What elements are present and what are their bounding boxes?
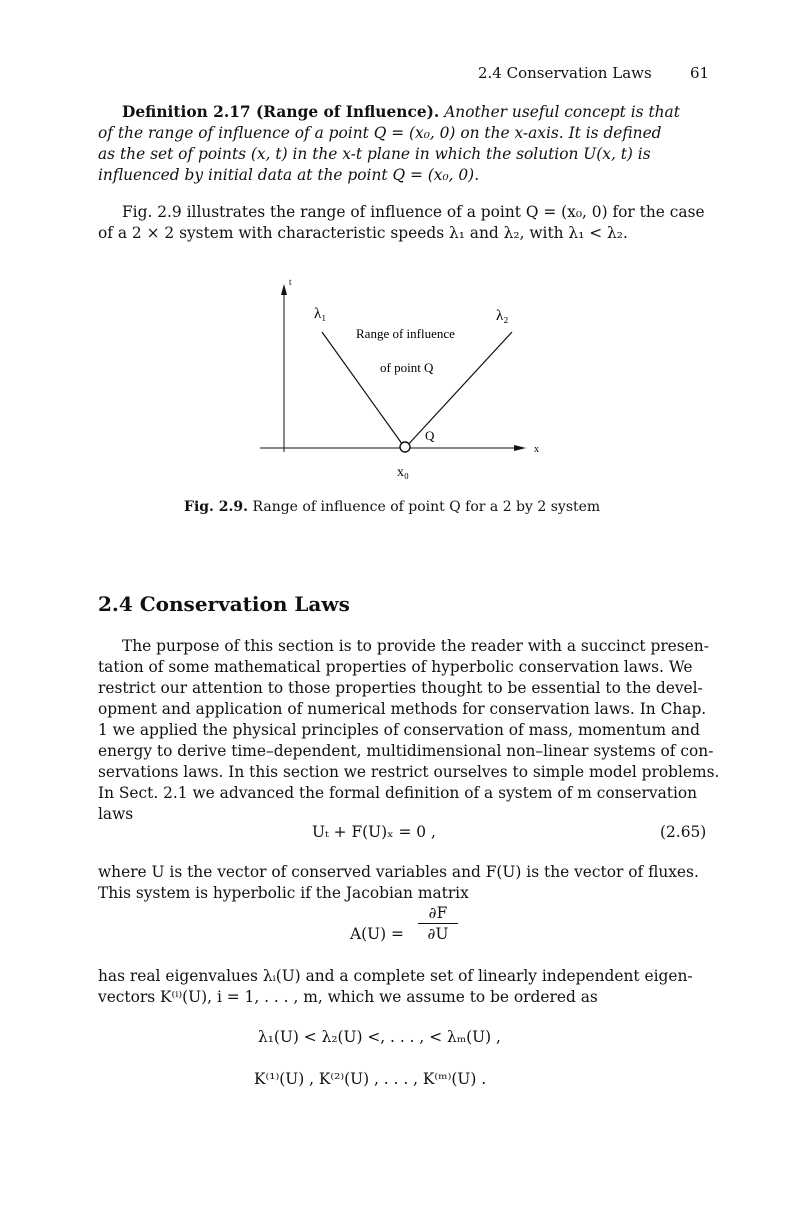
- section-heading: 2.4 Conservation Laws: [98, 592, 350, 616]
- lambda2-label: λ₂: [496, 308, 509, 324]
- x0-label: x₀: [397, 465, 409, 480]
- section-p1-line: opment and application of numerical methods for conservation laws. In Chap.: [98, 700, 707, 718]
- eigenvalue-ordering: λ₁(U) < λ₂(U) <, . . . , < λₘ(U) ,: [258, 1028, 501, 1046]
- section-p3-line: vectors K⁽ⁱ⁾(U), i = 1, . . . , m, which we assume to be ordered as: [98, 988, 598, 1006]
- section-p1-line: tation of some mathematical properties of hyperbolic conservation laws. We: [98, 658, 693, 676]
- figure-intro-paragraph: [98, 202, 708, 244]
- jacobian-numerator: ∂F: [428, 904, 448, 922]
- section-p2-line: where U is the vector of conserved variables and F(U) is the vector of fluxes.: [98, 863, 699, 881]
- q-label: Q: [425, 428, 435, 443]
- fig-intro-line-2: of a 2 × 2 system with characteristic speeds λ₁ and λ₂, with λ₁ < λ₂.: [98, 224, 628, 242]
- figure-caption-text: Range of influence of point Q for a 2 by 2 system: [252, 499, 601, 515]
- figure-caption: [184, 499, 600, 515]
- section-p2-line: This system is hyperbolic if the Jacobian matrix: [98, 884, 469, 902]
- equation-2-65: Uₜ + F(U)ₓ = 0 ,: [312, 823, 436, 841]
- lambda2-characteristic: [405, 332, 512, 448]
- section-paragraph-3: [98, 966, 708, 1008]
- equation-2-65-number: (2.65): [660, 823, 707, 841]
- lambda1-label: λ₁: [314, 306, 327, 322]
- section-p1-line: servations laws. In this section we restrict ourselves to simple model problems.: [98, 763, 720, 781]
- lambda1-characteristic: [322, 332, 405, 448]
- definition-label: Definition 2.17 (Range of Influence).: [122, 103, 440, 121]
- section-paragraph-1: [98, 636, 720, 825]
- jacobian-fraction: [418, 904, 458, 943]
- x-axis-arrowhead: [514, 445, 526, 451]
- fig-intro-line-1: Fig. 2.9 illustrates the range of influence of a point Q = (x₀, 0) for the case: [122, 203, 705, 221]
- x-axis-label: x: [534, 444, 539, 455]
- definition-block: [98, 102, 708, 186]
- section-p1-line: 1 we applied the physical principles of conservation of mass, momentum and: [98, 721, 700, 739]
- t-axis-label: t: [289, 277, 292, 287]
- page-number: 61: [690, 64, 710, 82]
- definition-line-3: as the set of points (x, t) in the x-t plane in which the solution U(x, t) is: [98, 145, 651, 163]
- section-p1-line: laws: [98, 805, 134, 823]
- figure-caption-number: Fig. 2.9.: [184, 499, 249, 515]
- section-p3-line: has real eigenvalues λᵢ(U) and a complete set of linearly independent eigen-: [98, 967, 693, 985]
- eigenvector-ordering: K⁽¹⁾(U) , K⁽²⁾(U) , . . . , K⁽ᵐ⁾(U) .: [254, 1070, 487, 1088]
- section-p1-line: In Sect. 2.1 we advanced the formal definition of a system of m conservation: [98, 784, 698, 802]
- definition-line-1: Definition 2.17 (Range of Influence). Another useful concept is that: [122, 103, 680, 121]
- running-header-section: 2.4 Conservation Laws: [478, 64, 652, 82]
- definition-line-2: of the range of influence of a point Q = (x₀, 0) on the x-axis. It is defined: [98, 124, 662, 142]
- point-q-marker: [400, 442, 410, 452]
- range-label-line-1: Range of influence: [356, 326, 455, 341]
- jacobian-denominator: ∂U: [418, 923, 458, 943]
- section-paragraph-2: [98, 862, 708, 904]
- definition-line-4: influenced by initial data at the point Q = (x₀, 0).: [98, 166, 480, 184]
- section-p1-line: The purpose of this section is to provide the reader with a succinct presen-: [122, 637, 709, 655]
- t-axis-arrowhead: [281, 284, 287, 295]
- jacobian-lhs: A(U) =: [350, 925, 404, 943]
- section-p1-line: energy to derive time–dependent, multidimensional non–linear systems of con-: [98, 742, 714, 760]
- range-label-line-2: of point Q: [380, 360, 434, 375]
- section-p1-line: restrict our attention to those properties thought to be essential to the devel-: [98, 679, 703, 697]
- range-of-influence-figure: [250, 268, 550, 488]
